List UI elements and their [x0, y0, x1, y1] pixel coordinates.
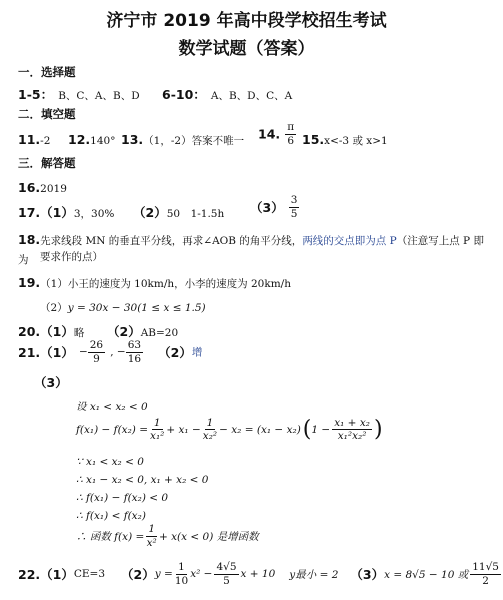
- q22-part2-min: y最小 = 2: [289, 568, 339, 581]
- q20-part2-row: [107, 321, 178, 340]
- q22-part2-pre: y =: [154, 568, 173, 580]
- q20-row: [18, 321, 84, 340]
- q17-part2: 50 1-1.5h: [166, 208, 225, 220]
- q21-frac-a-den: 9: [93, 352, 100, 365]
- q21-frac-a: [88, 340, 105, 364]
- q22-part2-frac1-den: 10: [174, 574, 189, 587]
- q22-part2-frac1: [175, 562, 188, 586]
- q22-part3-pre: x = 8√5 − 10 或: [384, 568, 469, 581]
- q17-part3-row: [250, 195, 299, 219]
- q6-10-answers: A、B、D、C、A: [210, 90, 293, 102]
- q17-part3-den: 5: [290, 207, 298, 220]
- q21-frac-b-num: 63: [127, 339, 142, 351]
- proof-line-5: ∴ f(x₁) − f(x₂) < 0: [76, 492, 169, 504]
- q22-part2-frac2-num: 4√5: [216, 561, 237, 573]
- section-fill-heading: 二．填空题: [18, 107, 76, 121]
- q16-row: [18, 177, 67, 196]
- q21-part2: 增: [191, 346, 203, 359]
- proof-l7-frac: [146, 524, 157, 548]
- q19-part1: （1）小王的速度为 10km/h，小李的速度为 20km/h: [40, 278, 291, 290]
- fill-q13: [121, 129, 244, 148]
- q14-num: π: [287, 121, 295, 133]
- q17-part3-num: 3: [290, 194, 298, 206]
- q14-fraction: [285, 122, 296, 146]
- proof-line-2: f(x₁) − f(x₂) = $\frac{1}{\text{x₁²}}$ + x₁ − $\frac{1}{\text{x₂²}}$ − x₂ = (x₁ − x₂) ( 1 − $\frac{\text{x₁ + x₂}}{\text{x₁²x₂²}}$ ): [76, 416, 383, 442]
- q21-frac-b: [126, 340, 143, 364]
- q21-row: 21.（1） − $\frac{26}{9}$ , − $\frac{63}{16}$ （2）增: [18, 339, 203, 365]
- q19-part2-row: [40, 296, 206, 315]
- q17-part3-label: （3）: [250, 200, 284, 215]
- proof-l2-frac2-num: 1: [206, 416, 214, 429]
- proof-l7-pre: ∴ 函数 f(x) =: [76, 530, 145, 543]
- q22-part2-post: x + 10: [240, 568, 276, 580]
- q16-label: 16.: [18, 180, 41, 195]
- q11-answer: -2: [40, 135, 51, 147]
- q18-text-a: 先求线段 MN 的垂直平分线，再求∠AOB 的角平分线，: [40, 235, 303, 247]
- q12-answer: 140°: [90, 135, 116, 147]
- fill-q15: [302, 129, 388, 148]
- proof-l2-frac3: [332, 418, 372, 442]
- q22-part3-frac-den: 2: [482, 574, 489, 587]
- q20-part1: 略: [73, 327, 85, 339]
- proof-line-6: ∴ f(x₁) < f(x₂): [76, 510, 146, 522]
- page-title: 济宁市 2019 年高中段学校招生考试: [106, 11, 387, 31]
- proof-l2-frac3-num: x₁ + x₂: [334, 416, 370, 429]
- proof-line-4: ∴ x₁ − x₂ < 0, x₁ + x₂ < 0: [76, 474, 209, 486]
- fill-q14: [258, 122, 296, 146]
- q6-10-label: 6-10：: [162, 87, 206, 102]
- q17-part3-fraction: [289, 195, 300, 219]
- q1-5-label: 1-5：: [18, 87, 54, 102]
- page-subtitle: 数学试题（答案）: [178, 39, 315, 59]
- proof-line-1: 设 x₁ < x₂ < 0: [76, 401, 148, 413]
- q1-5-answers: B、C、A、B、D: [58, 90, 140, 102]
- q22-part3-label: （3）: [350, 567, 385, 582]
- proof-l2-frac3-den: x₁²x₂²: [337, 430, 367, 442]
- q18-text-b: 两线的交点即为点 P: [302, 235, 397, 247]
- q15-label: 15.: [302, 132, 325, 147]
- proof-line-3: ∵ x₁ < x₂ < 0: [76, 456, 144, 468]
- proof-l2-frac2: [203, 418, 217, 442]
- section-choice-heading: 一．选择题: [18, 65, 76, 79]
- proof-l2-mid2: − x₂ = (x₁ − x₂): [219, 423, 301, 436]
- q21-label: 21.（1）: [18, 345, 74, 360]
- q18-text-d: 要求作的点）: [40, 251, 103, 263]
- proof-l2-frac1: [150, 418, 164, 442]
- proof-l2-frac2-den: x₂²: [202, 430, 218, 442]
- q22-part3-frac: [470, 562, 501, 586]
- q22-part2-frac1-num: 1: [178, 561, 185, 573]
- section-solve-heading: 三．解答题: [18, 156, 76, 170]
- q17-part2-row: [133, 202, 224, 221]
- q21-part3-label: （3）: [34, 375, 68, 390]
- q22-row: [18, 562, 503, 586]
- q17-part1: 3，30%: [73, 208, 115, 220]
- q22-part3-frac-num: 11√5: [472, 561, 499, 573]
- q19-part2: y = 30x − 30(1 ≤ x ≤ 1.5): [67, 302, 206, 314]
- choice-row-2: [162, 84, 292, 103]
- q20-part2-label: （2）: [107, 324, 141, 339]
- q18-text-c: （注意写上点 P 即为: [18, 235, 484, 266]
- q21-frac-a-num: 26: [89, 339, 104, 351]
- q20-part2: AB=20: [140, 327, 179, 339]
- q22-part2-frac2: [214, 562, 238, 586]
- q22-part2-label: （2）: [121, 567, 155, 582]
- q19-label: 19.: [18, 275, 41, 290]
- q18-label: 18.: [18, 232, 41, 247]
- choice-row: [18, 84, 140, 103]
- fill-q12: [68, 129, 115, 148]
- q22-part2-mid: x² −: [190, 568, 213, 580]
- q12-label: 12.: [68, 132, 91, 147]
- q21-part2-label: （2）: [158, 345, 192, 360]
- q19-part2-label: （2）: [40, 302, 68, 314]
- q13-label: 13.: [121, 132, 144, 147]
- q11-label: 11.: [18, 132, 41, 147]
- proof-l2-paren-pre: 1 −: [311, 423, 331, 436]
- q15-answer: x<-3 或 x>1: [324, 135, 388, 147]
- q22-part1: CE=3: [73, 568, 106, 580]
- q21-frac-b-den: 16: [127, 352, 142, 365]
- q19-row: [18, 272, 291, 291]
- proof-l7-post: + x(x < 0) 是增函数: [159, 530, 259, 543]
- proof-l2-lhs: f(x₁) − f(x₂) =: [76, 423, 149, 436]
- proof-l2-frac1-den: x₁²: [150, 430, 165, 442]
- q16-answer: 2019: [40, 183, 67, 195]
- proof-l7-frac-den: x²: [146, 536, 157, 549]
- q20-label: 20.（1）: [18, 324, 74, 339]
- proof-l2-mid: + x₁ −: [166, 423, 201, 436]
- q22-part2-frac2-den: 5: [223, 574, 230, 587]
- proof-line-7: [76, 524, 259, 548]
- q17-label: 17.（1）: [18, 205, 74, 220]
- q13-answer: （1，-2）答案不唯一: [143, 135, 245, 147]
- q22-label: 22.（1）: [18, 567, 74, 582]
- fill-q11: [18, 129, 50, 148]
- proof-l7-frac-num: 1: [148, 523, 155, 535]
- q14-label: 14.: [258, 126, 281, 142]
- q17-part2-label: （2）: [133, 205, 167, 220]
- q14-den: 6: [287, 134, 295, 147]
- proof-l2-frac1-num: 1: [153, 416, 161, 429]
- q17-row: [18, 202, 114, 221]
